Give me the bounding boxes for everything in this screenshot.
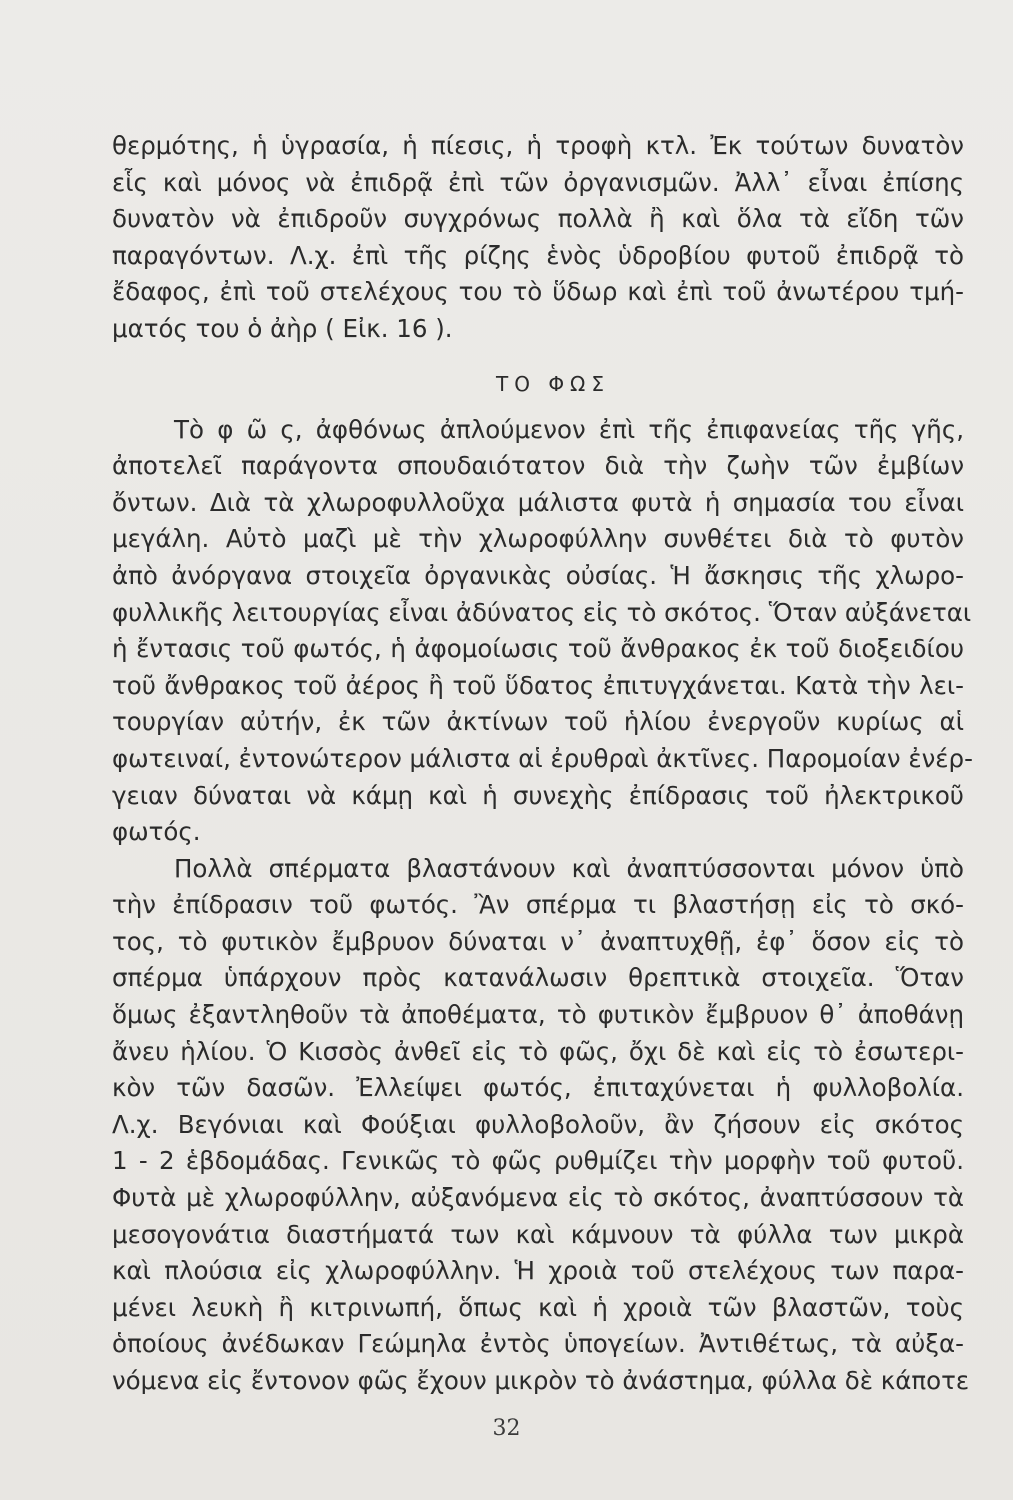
text-line: ἀποτελεῖ παράγοντα σπουδαιότατον διὰ τὴν ζωὴν τῶν ἐμβίων — [112, 451, 964, 481]
text-line: Φυτὰ μὲ χλωροφύλλην, αὐξανόμενα εἰς τὸ σκότος, ἀναπτύσσουν τὰ — [112, 1183, 964, 1213]
text-line: ἄνευ ἡλίου. Ὁ Κισσὸς ἀνθεῖ εἰς τὸ φῶς, ὄχι δὲ καὶ εἰς τὸ ἐσωτερι- — [112, 1036, 964, 1066]
text-line: φυλλικῆς λειτουργίας εἶναι ἀδύνατος εἰς τὸ σκότος. Ὅταν αὐξάνεται — [112, 597, 972, 627]
text-line: καὶ πλούσια εἰς χλωροφύλλην. Ἡ χροιὰ τοῦ στελέχους των παρα- — [112, 1256, 964, 1286]
text-line: παραγόντων. Λ.χ. ἐπὶ τῆς ρίζης ἑνὸς ὑδροβίου φυτοῦ ἐπιδρᾷ τὸ — [112, 240, 964, 270]
text-line: δυνατὸν νὰ ἐπιδροῦν συγχρόνως πολλὰ ἢ καὶ ὅλα τὰ εἴδη τῶν — [112, 204, 964, 234]
text-line: Τὸ φ ῶ ς, ἀφθόνως ἀπλούμενον ἐπὶ τῆς ἐπιφανείας τῆς γῆς, — [174, 414, 964, 444]
text-line: μένει λευκὴ ἢ κιτρινωπή, ὅπως καὶ ἡ χροιὰ τῶν βλαστῶν, τοὺς — [112, 1292, 964, 1322]
text-line: ἀπὸ ἀνόργανα στοιχεῖα ὀργανικὰς οὐσίας. Ἡ ἄσκησις τῆς χλωρο- — [112, 560, 964, 590]
text-line: σπέρμα ὑπάρχουν πρὸς κατανάλωσιν θρεπτικὰ στοιχεῖα. Ὅταν — [112, 963, 964, 993]
text-line: τὴν ἐπίδρασιν τοῦ φωτός. Ἂν σπέρμα τι βλαστήσῃ εἰς τὸ σκό- — [112, 890, 964, 920]
text-line: ὅμως ἐξαντληθοῦν τὰ ἀποθέματα, τὸ φυτικὸν ἔμβρυον θ᾽ ἀποθάνῃ — [112, 1000, 964, 1030]
light-paragraph — [112, 412, 973, 851]
page-text — [112, 128, 973, 1400]
text-line: νόμενα εἰς ἔντονον φῶς ἔχουν μικρὸν τὸ ἀνάστημα, φύλλα δὲ κάποτε — [112, 1366, 970, 1395]
text-line: εἷς καὶ μόνος νὰ ἐπιδρᾷ ἐπὶ τῶν ὀργανισμῶν. Ἀλλ᾽ εἶναι ἐπίσης — [112, 167, 964, 197]
text-line: ματός του ὁ ἀὴρ ( Εἰκ. 16 ). — [112, 313, 453, 343]
text-line: φωτός. — [112, 817, 201, 847]
text-line: μεσογονάτια διαστήματά των καὶ κάμνουν τὰ φύλλα των μικρὰ — [112, 1219, 964, 1249]
text-line: ἔδαφος, ἐπὶ τοῦ στελέχους του τὸ ὕδωρ καὶ ἐπὶ τοῦ ἀνωτέρου τμή- — [112, 277, 964, 307]
section-heading: ΤΟ ΦΩΣ — [496, 371, 610, 396]
intro-paragraph — [112, 128, 964, 348]
text-line: ἡ ἔντασις τοῦ φωτός, ἡ ἀφομοίωσις τοῦ ἄνθρακος ἐκ τοῦ διοξειδίου — [112, 634, 964, 664]
text-line: Πολλὰ σπέρματα βλαστάνουν καὶ ἀναπτύσσονται μόνον ὑπὸ — [174, 853, 964, 883]
page-number: 32 — [492, 1416, 521, 1441]
text-line: κὸν τῶν δασῶν. Ἐλλείψει φωτός, ἐπιταχύνεται ἡ φυλλοβολία. — [112, 1073, 964, 1103]
text-line: ὁποίους ἀνέδωκαν Γεώμηλα ἐντὸς ὑπογείων. Ἀντιθέτως, τὰ αὐξα- — [112, 1329, 964, 1359]
text-line: 1 - 2 ἑβδομάδας. Γενικῶς τὸ φῶς ρυθμίζει τὴν μορφὴν τοῦ φυτοῦ. — [112, 1146, 964, 1176]
text-line: μεγάλη. Αὐτὸ μαζὶ μὲ τὴν χλωροφύλλην συνθέτει διὰ τὸ φυτὸν — [112, 524, 964, 554]
text-line: τος, τὸ φυτικὸν ἔμβρυον δύναται ν᾽ ἀναπτυχθῇ, ἐφ᾽ ὅσον εἰς τὸ — [112, 926, 964, 956]
seeds-paragraph — [112, 851, 970, 1400]
text-line: φωτειναί, ἐντονώτερον μάλιστα αἱ ἐρυθραὶ ἀκτῖνες. Παρομοίαν ἐνέρ- — [112, 743, 973, 773]
text-line: τοῦ ἄνθρακος τοῦ ἀέρος ἢ τοῦ ὕδατος ἐπιτυγχάνεται. Κατὰ τὴν λει- — [112, 670, 964, 700]
text-line: γειαν δύναται νὰ κάμῃ καὶ ἡ συνεχὴς ἐπίδρασις τοῦ ἠλεκτρικοῦ — [112, 780, 964, 810]
text-line: θερμότης, ἡ ὑγρασία, ἡ πίεσις, ἡ τροφὴ κτλ. Ἐκ τούτων δυνατὸν — [112, 131, 964, 160]
text-line: Λ.χ. Βεγόνιαι καὶ Φούξιαι φυλλοβολοῦν, ἂν ζήσουν εἰς σκότος — [112, 1109, 964, 1139]
text-line: ὄντων. Διὰ τὰ χλωροφυλλοῦχα μάλιστα φυτὰ ἡ σημασία του εἶναι — [112, 487, 964, 517]
text-line: τουργίαν αὐτήν, ἐκ τῶν ἀκτίνων τοῦ ἡλίου ἐνεργοῦν κυρίως αἱ — [112, 707, 964, 737]
